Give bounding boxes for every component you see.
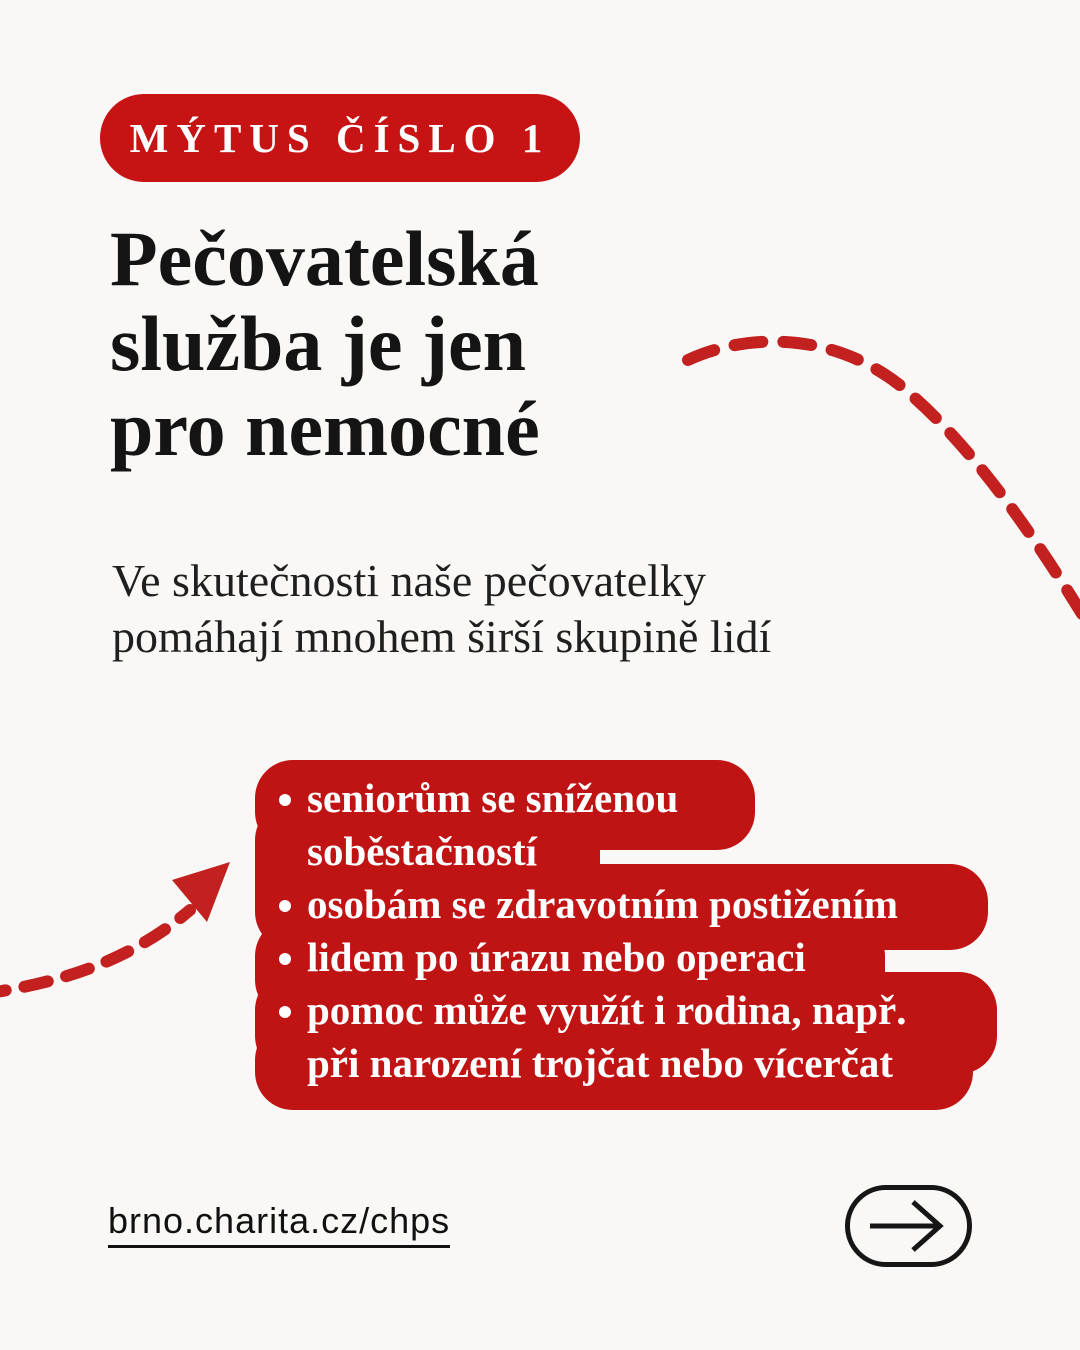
bullet-icon: [279, 953, 291, 965]
list-item-continuation: [255, 1037, 1020, 1090]
list-item: [255, 772, 1020, 825]
list-item: [255, 984, 1020, 1037]
list-item-text: pomoc může využít i rodina, např.: [307, 987, 907, 1033]
subtitle-line-1: Ve skutečnosti naše pečovatelky: [112, 555, 706, 606]
list-item: [255, 931, 1020, 984]
list-item-text: seniorům se sníženou: [307, 775, 679, 821]
bullet-list: [255, 772, 1020, 1090]
arrowhead-icon: [172, 862, 230, 922]
bullet-icon: [279, 1006, 291, 1018]
list-item-continuation: [255, 825, 1020, 878]
list-item: [255, 878, 1020, 931]
website-link[interactable]: brno.charita.cz/chps: [108, 1200, 450, 1248]
list-item-text: osobám se zdravotním postižením: [307, 881, 899, 927]
list-item-text: lidem po úrazu nebo operaci: [307, 934, 806, 980]
right-arrow-icon: [850, 1190, 967, 1262]
dashed-curve-left: [0, 910, 190, 994]
bullet-icon: [279, 900, 291, 912]
list-item-text: soběstačností: [307, 828, 538, 874]
page-title-line-3: pro nemocné: [110, 385, 540, 472]
subtitle-line-2: pomáhají mnohem širší skupině lidí: [112, 611, 772, 662]
myth-number-badge: [100, 94, 580, 182]
myth-number-label: MÝTUS ČÍSLO 1: [129, 115, 551, 161]
page-title-line-1: Pečovatelská: [110, 215, 539, 302]
page-title: [110, 216, 540, 471]
page-title-line-2: služba je jen: [110, 300, 526, 387]
list-item-text: při narození trojčat nebo vícerčat: [307, 1040, 893, 1086]
bullet-icon: [279, 794, 291, 806]
next-slide-button[interactable]: [845, 1185, 972, 1267]
subtitle: [112, 553, 771, 665]
